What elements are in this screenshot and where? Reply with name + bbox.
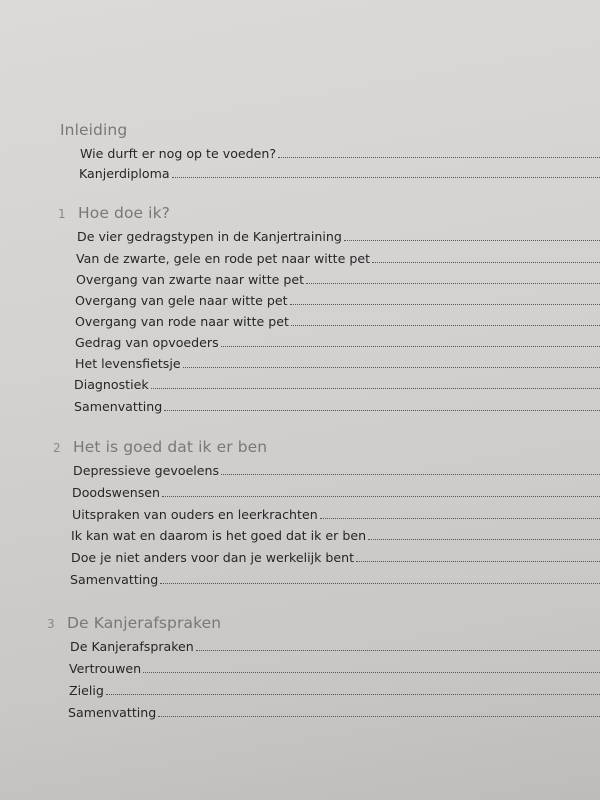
toc-entry-label: Kanjerdiploma <box>79 166 170 181</box>
leader-dots <box>356 560 600 562</box>
toc-entry <box>80 144 600 164</box>
chapter-number: 2 <box>53 441 61 455</box>
toc-entry-label: Vertrouwen <box>69 661 142 676</box>
toc-entry <box>71 526 600 546</box>
toc-entry-label: Depressieve gevoelens <box>73 463 220 478</box>
leader-dots <box>162 495 600 497</box>
toc-entry <box>72 483 600 503</box>
leader-dots <box>143 671 600 673</box>
toc-entry-label: Wie durft er nog op te voeden? <box>80 146 277 161</box>
leader-dots <box>151 387 600 389</box>
chapter-title: De Kanjerafspraken <box>67 614 222 632</box>
toc-entry <box>73 461 600 481</box>
chapter-heading <box>58 204 170 222</box>
toc-entry-label: Het levensfietsje <box>75 356 181 371</box>
toc-entry <box>76 270 600 290</box>
toc-entry <box>70 637 600 657</box>
leader-dots <box>291 324 600 326</box>
toc-entry-label: De Kanjerafspraken <box>70 639 194 654</box>
toc-entry <box>75 354 600 374</box>
chapter-title: Hoe doe ik? <box>78 204 170 222</box>
toc-entry <box>79 164 600 184</box>
toc-entry <box>74 375 600 395</box>
leader-dots <box>160 582 600 584</box>
toc-entry <box>75 312 600 332</box>
toc-entry <box>69 659 600 679</box>
toc-entry <box>76 249 600 269</box>
chapter-title: Het is goed dat ik er ben <box>73 438 268 456</box>
intro-heading <box>60 121 127 139</box>
toc-entry-label: Doodswensen <box>72 485 160 500</box>
leader-dots <box>221 345 600 347</box>
toc-entry-label: Samenvatting <box>74 399 163 414</box>
toc-entry-label: Doe je niet anders voor dan je werkelijk bent <box>71 550 355 565</box>
leader-dots <box>290 303 600 305</box>
toc-entry-label: Samenvatting <box>68 705 157 720</box>
toc-entry-label: Gedrag van opvoeders <box>75 335 219 350</box>
chapter-heading <box>53 438 267 456</box>
toc-entry-label: Zielig <box>69 683 104 698</box>
toc-entry-label: Ik kan wat en daarom is het goed dat ik er ben <box>71 528 367 543</box>
toc-entry <box>69 681 600 701</box>
leader-dots <box>106 693 600 695</box>
toc-entry-label: Van de zwarte, gele en rode pet naar witte pet <box>76 251 371 266</box>
leader-dots <box>372 261 600 263</box>
toc-entry <box>70 570 600 590</box>
leader-dots <box>172 176 600 178</box>
toc-entry <box>71 548 600 568</box>
leader-dots <box>183 366 600 368</box>
toc-entry <box>75 291 600 311</box>
toc-entry-label: Uitspraken van ouders en leerkrachten <box>72 507 318 522</box>
toc-entry-label: Overgang van rode naar witte pet <box>75 314 289 329</box>
leader-dots <box>306 282 600 284</box>
toc-entry-label: Samenvatting <box>70 572 159 587</box>
toc-entry <box>75 333 600 353</box>
toc-entry-label: Diagnostiek <box>74 377 149 392</box>
leader-dots <box>196 649 600 651</box>
leader-dots <box>164 409 600 411</box>
toc-entry-label: De vier gedragstypen in de Kanjertraining <box>77 229 342 244</box>
chapter-number: 3 <box>47 617 55 631</box>
leader-dots <box>344 239 600 241</box>
toc-entry <box>68 703 600 723</box>
toc-entry <box>77 227 600 247</box>
intro-title: Inleiding <box>60 121 128 139</box>
toc-entry-label: Overgang van zwarte naar witte pet <box>76 272 305 287</box>
leader-dots <box>278 156 600 158</box>
leader-dots <box>158 715 600 717</box>
toc-entry-label: Overgang van gele naar witte pet <box>75 293 288 308</box>
toc-entry <box>72 505 600 525</box>
leader-dots <box>320 517 600 519</box>
leader-dots <box>368 538 600 540</box>
toc-entry <box>74 397 600 417</box>
chapter-heading <box>47 614 221 632</box>
leader-dots <box>221 473 600 475</box>
chapter-number: 1 <box>58 207 66 221</box>
